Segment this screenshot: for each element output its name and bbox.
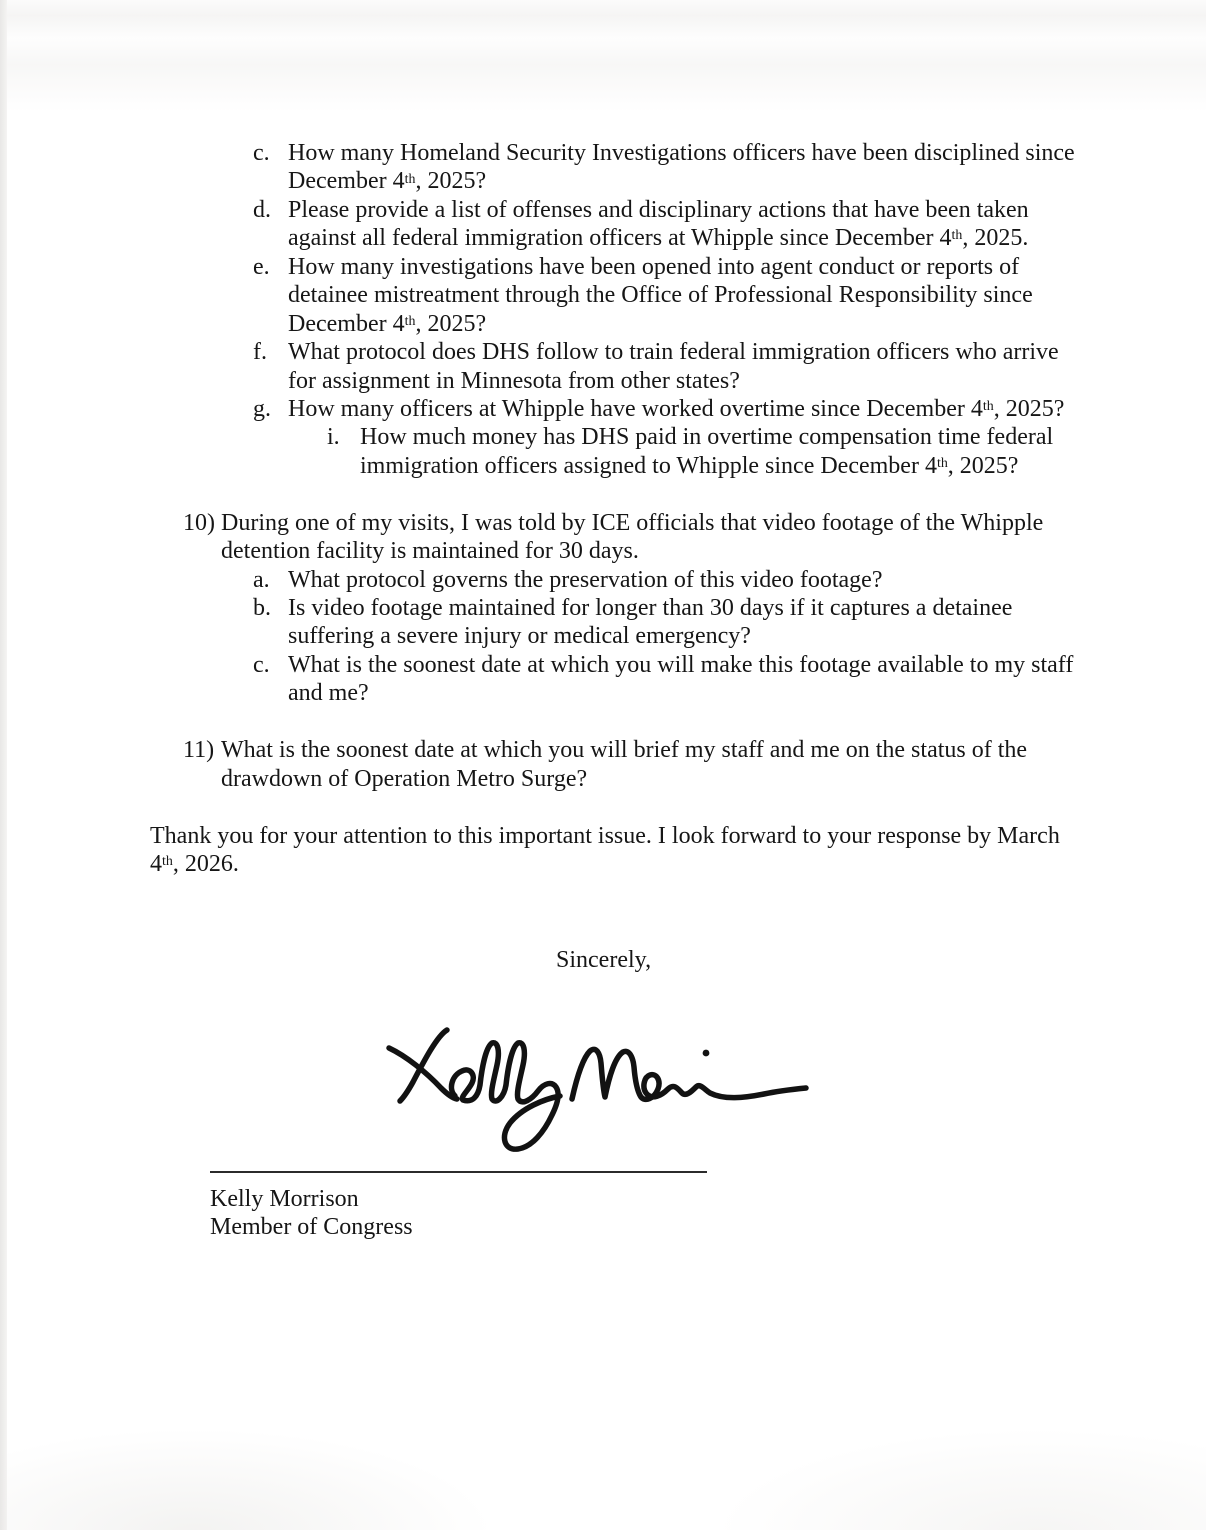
line-text: Sincerely, [556, 947, 652, 974]
signature-image [0, 975, 1206, 1171]
line-text: How many investigations have been opened into agent conduct or reports of [288, 253, 1020, 280]
letter-line [150, 622, 1060, 650]
letter-line [150, 196, 1060, 224]
line-text: detainee mistreatment through the Office of Professional Responsibility since [288, 282, 1033, 309]
superscript: th [951, 228, 963, 244]
list-marker: d. [253, 196, 271, 223]
letter-line [150, 822, 1060, 850]
letter-line [150, 310, 1060, 338]
list-marker: a. [253, 566, 270, 593]
line-text: What is the soonest date at which you will brief my staff and me on the status of the [221, 737, 1028, 764]
letter-line [150, 224, 1060, 252]
list-marker: g. [253, 395, 271, 422]
line-text: suffering a severe injury or medical emergency? [288, 623, 751, 650]
line-text: Thank you for your attention to this important issue. I look forward to your response by March [150, 822, 1060, 849]
letter-line [150, 253, 1060, 281]
signatory [210, 1185, 1206, 1242]
letter-line [150, 651, 1074, 679]
letter-line [150, 946, 1060, 974]
superscript: th [936, 455, 948, 471]
superscript: th [982, 399, 994, 415]
letter-line [150, 679, 1060, 707]
letter-line [150, 338, 1060, 366]
list-marker: f. [253, 339, 267, 366]
letter-line [150, 765, 1060, 793]
blank-line [150, 793, 1060, 821]
vertical-spacer [150, 878, 1060, 946]
list-marker: e. [253, 253, 270, 280]
list-marker: b. [253, 595, 271, 621]
letter-line [150, 139, 1075, 167]
scan-artifact-bottom [0, 1360, 1206, 1530]
line-text: What protocol governs the preservation of this video footage? [288, 566, 883, 593]
superscript: th [162, 854, 173, 870]
list-marker: 10) [183, 509, 215, 536]
line-text: detention facility is maintained for 30 days. [221, 538, 639, 565]
letter-line [150, 509, 1060, 537]
line-text: against all federal immigration officers at Whipple since December 4th, 2025. [288, 225, 1029, 252]
letter-line [150, 167, 1060, 195]
list-marker: c. [253, 651, 270, 678]
letter-line [150, 452, 1060, 480]
line-text: drawdown of Operation Metro Surge? [221, 765, 588, 792]
line-text: for assignment in Minnesota from other states? [288, 367, 740, 394]
signatory-title: Member of Congress [210, 1214, 413, 1241]
signature-i-dot [703, 1049, 710, 1056]
line-text: 4th, 2026. [150, 850, 239, 877]
letter-line [150, 736, 1060, 764]
line-text: and me? [288, 680, 369, 707]
line-text: How many officers at Whipple have worked overtime since December 4th, 2025? [288, 395, 1065, 422]
list-marker: i. [327, 424, 340, 451]
blank-line [150, 480, 1060, 508]
letter-line [150, 537, 1060, 565]
signatory-name: Kelly Morrison [210, 1185, 359, 1212]
line-text: December 4th, 2025? [288, 310, 487, 337]
superscript: th [404, 171, 416, 187]
letter-line [150, 395, 1065, 423]
line-text: Is video footage maintained for longer than 30 days if it captures a detainee [288, 595, 1013, 621]
line-text: December 4th, 2025? [288, 168, 487, 195]
letter-line [150, 566, 1060, 594]
letter-line [150, 367, 1060, 395]
letter-line [150, 594, 1060, 622]
line-text: What is the soonest date at which you will make this footage available to my staff [288, 651, 1074, 678]
line-text: During one of my visits, I was told by ICE officials that video footage of the Whipple [221, 509, 1044, 536]
list-marker: 11) [183, 737, 215, 764]
list-marker: c. [253, 140, 270, 166]
letter-line [150, 423, 1060, 451]
line-text: Please provide a list of offenses and disciplinary actions that have been taken [288, 196, 1029, 223]
line-text: immigration officers assigned to Whipple since December 4th, 2025? [360, 452, 1019, 479]
letter-line [150, 281, 1060, 309]
blank-line [150, 708, 1060, 736]
signature-rule [210, 1171, 707, 1173]
line-text: How much money has DHS paid in overtime compensation time federal [360, 424, 1054, 451]
letter-line [150, 850, 1060, 878]
superscript: th [404, 313, 416, 329]
signature-block [0, 975, 1206, 1171]
line-text: What protocol does DHS follow to train federal immigration officers who arrive [288, 339, 1059, 366]
line-text: How many Homeland Security Investigations officers have been disciplined since [288, 140, 1075, 166]
